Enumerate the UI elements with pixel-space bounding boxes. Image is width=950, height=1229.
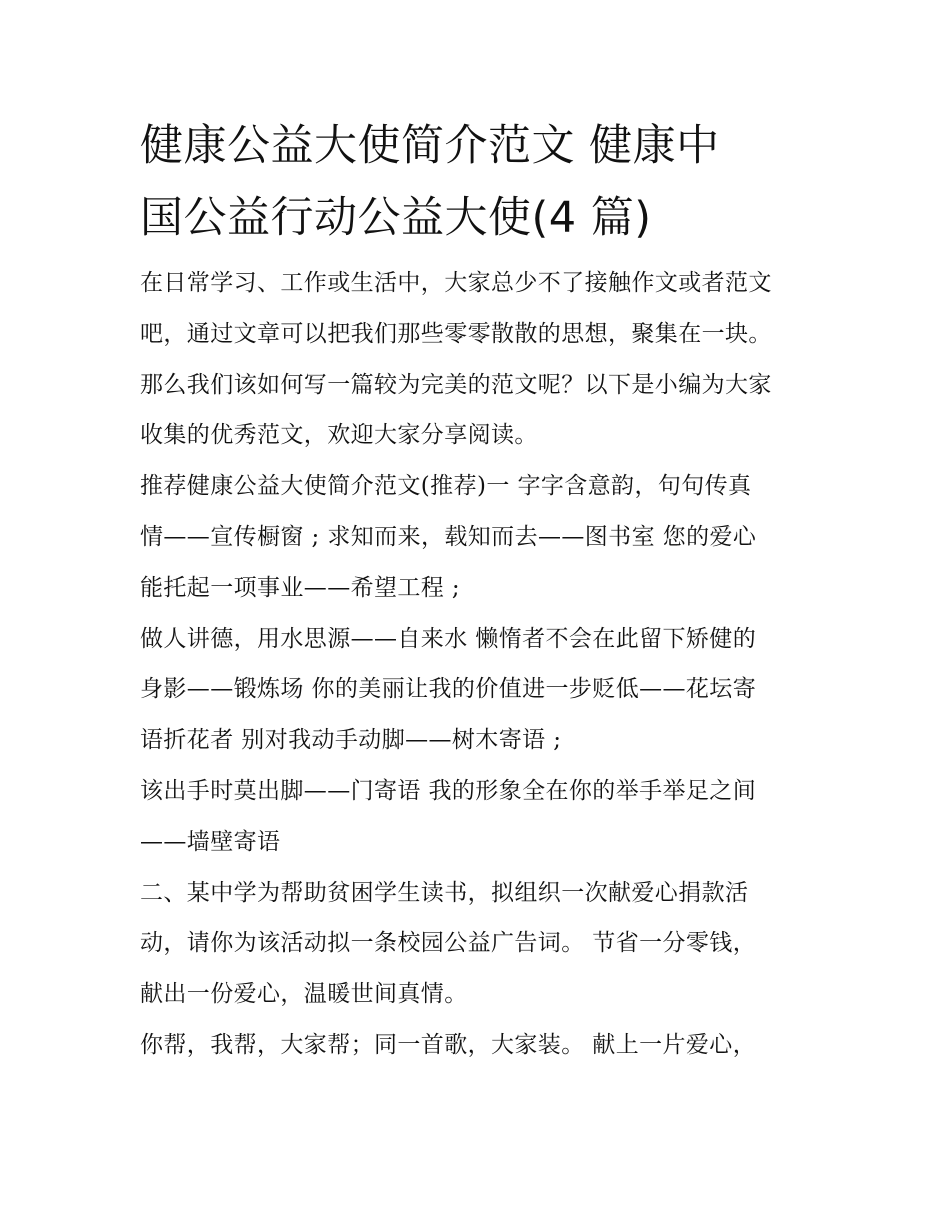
document-body: [140, 258, 820, 1071]
title-line: 国公益行动公益大使(4 篇): [140, 193, 652, 243]
document-content: [140, 110, 820, 1071]
text-line: 身影——锻炼场 你的美丽让我的价值进一步贬低——花坛寄: [140, 676, 757, 703]
text-line: 你帮，我帮，大家帮；同一首歌，大家装。 献上一片爱心，: [140, 1031, 757, 1058]
text-line: 能托起一项事业——希望工程 ;: [140, 574, 461, 601]
text-line: 收集的优秀范文，欢迎大家分享阅读。: [140, 422, 538, 449]
paragraph-intro: [140, 258, 820, 461]
title-line: 健康公益大使简介范文 健康中: [140, 121, 720, 171]
paragraph-recommend: [140, 461, 820, 613]
text-line: 语折花者 别对我动手动脚——树木寄语 ;: [140, 727, 562, 754]
text-line: 那么我们该如何写一篇较为完美的范文呢？以下是小编为大家: [140, 371, 772, 398]
text-line: 献出一份爱心，温暖世间真情。: [140, 981, 468, 1008]
text-line: ——墙壁寄语: [140, 828, 281, 855]
text-line: 吧，通过文章可以把我们那些零零散散的思想，聚集在一块。: [140, 320, 772, 347]
paragraph-slogans-1: [140, 614, 820, 766]
text-line: 动，请你为该活动拟一条校园公益广告词。 节省一分零钱，: [140, 930, 757, 957]
paragraph-section-two: [140, 868, 820, 1020]
text-line: 在日常学习、工作或生活中，大家总少不了接触作文或者范文: [140, 270, 772, 296]
text-line: 二、某中学为帮助贫困学生读书，拟组织一次献爱心捐款活: [140, 879, 749, 906]
paragraph-slogans-3: [140, 1020, 820, 1071]
text-line: 推荐健康公益大使简介范文(推荐)一 字字含意韵，句句传真: [140, 473, 752, 500]
text-line: 做人讲德，用水思源——自来水 懒惰者不会在此留下矫健的: [140, 625, 757, 652]
document-title: [140, 110, 820, 254]
paragraph-slogans-2: [140, 766, 820, 868]
text-line: 该出手时莫出脚——门寄语 我的形象全在你的举手举足之间: [140, 777, 757, 804]
text-line: 情——宣传橱窗 ; 求知而来，载知而去——图书室 您的爱心: [140, 523, 757, 550]
